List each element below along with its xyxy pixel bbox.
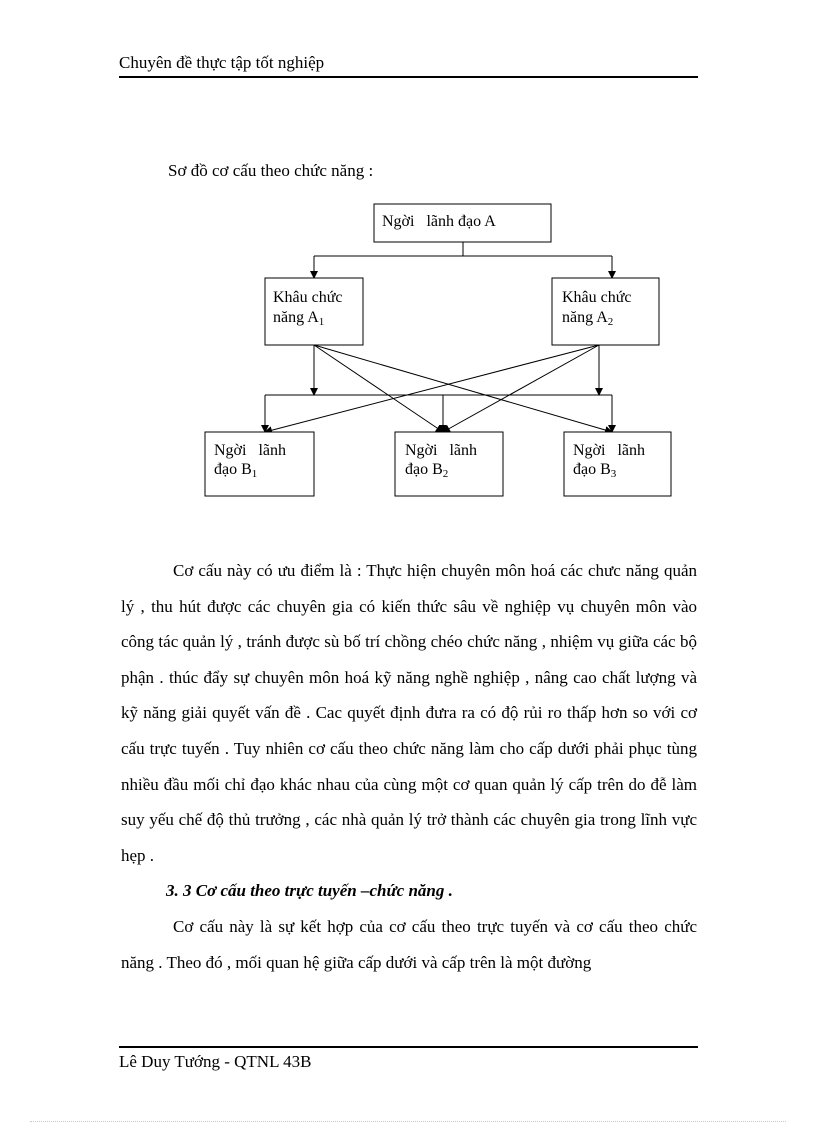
node-function-a2 [552, 278, 659, 345]
node-function-a2-line2: năng A [562, 309, 608, 326]
paragraph-line-function: Cơ cấu này là sự kết hợp của cơ cấu theo trực tuyến và cơ cấu theo chức năng . Theo đó , mối quan hệ giữa cấp dưới và cấp trên là một đường [121, 916, 697, 972]
page-edge [30, 1121, 786, 1122]
node-leader-b2 [395, 432, 503, 496]
node-function-a1-sub: 1 [318, 316, 325, 328]
svg-text:đạo B1 [214, 461, 257, 480]
node-leader-b1-sub: 1 [251, 468, 258, 480]
connector-cross-lines [265, 345, 612, 432]
node-leader-b1-line1: Ngời lãnh [214, 442, 287, 459]
node-leader-b1 [205, 432, 314, 496]
node-function-a2-line1: Khâu chức [562, 289, 632, 306]
page-header: Chuyên đề thực tập tốt nghiệp [119, 53, 325, 72]
node-leader-b1-line2: đạo B [214, 461, 252, 478]
node-leader-b3-sub: 3 [610, 468, 617, 480]
svg-text:đạo B3 [573, 461, 617, 480]
section-heading: 3. 3 Cơ cấu theo trực tuyến –chức năng . [166, 881, 453, 901]
node-leader-a-label: Ngời lãnh đạo A [382, 213, 496, 230]
svg-text:năng A1 [273, 309, 324, 328]
node-leader-b2-line2: đạo B [405, 461, 443, 478]
node-function-a1 [265, 278, 363, 345]
node-function-a2-sub: 2 [607, 316, 614, 328]
node-leader-b2-sub: 2 [442, 468, 449, 480]
node-leader-b3 [564, 432, 671, 496]
node-function-a1-line1: Khâu chức [273, 289, 343, 306]
node-function-a1-line2: năng A [273, 309, 319, 326]
body-text [121, 553, 697, 980]
paragraph-advantages: Cơ cấu này có ưu điểm là : Thực hiện chuyên môn hoá các chưc năng quản lý , thu hút được các chuyên gia có kiến thức sâu về nghiệp vụ chuyên môn vào công tác quản lý , tránh được sù bố trí chồng chéo chức năng , nhiệm vụ giữa các bộ phận . thúc đẩy sự chuyên môn hoá kỹ năng nghề nghiệp , nâng cao chất lượng và kỹ năng giải quyết vấn đề . Cac quyết định đưra ra có độ rủi ro thấp hơn so với cơ cấu trực tuyến . Tuy nhiên cơ cấu theo chức năng làm cho cấp dưới phải phục tùng nhiều đầu mối chỉ đạo khác nhau của cùng một cơ quan quản lý cấp trên do đễ làm suy yếu chế độ thủ trưởng , các nhà quản lý trở thành các chuyên gia trong lĩnh vực hẹp . [121, 561, 697, 865]
footer-rule [119, 1046, 698, 1048]
node-leader-b2-line1: Ngời lãnh [405, 442, 478, 459]
node-leader-a [374, 204, 551, 242]
svg-text:năng A2 [562, 309, 613, 328]
page-footer: Lê Duy Tướng - QTNL 43B [119, 1052, 312, 1071]
connector-top-to-functional [314, 242, 612, 278]
node-leader-b3-line1: Ngời lãnh [573, 442, 646, 459]
diagram-caption: Sơ đồ cơ cấu theo chức năng : [168, 161, 374, 180]
node-leader-b3-line2: đạo B [573, 461, 611, 478]
svg-text:đạo B2 [405, 461, 448, 480]
